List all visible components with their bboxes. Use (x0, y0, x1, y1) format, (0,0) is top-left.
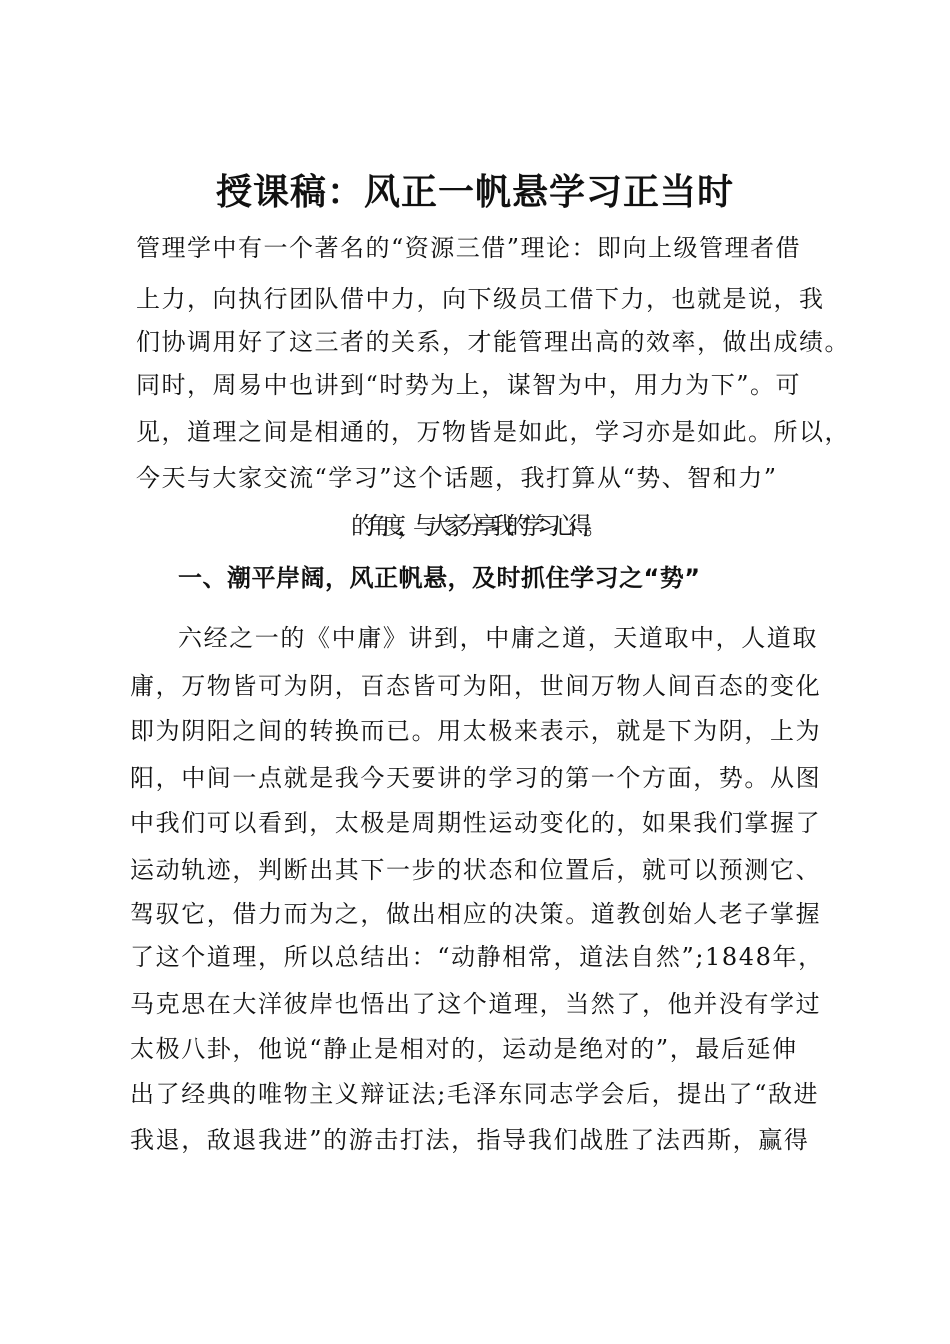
body-line-12: 我退，敌退我进”的游击打法，指导我们战胜了法西斯，赢得 (130, 1126, 810, 1154)
body-line-11: 出了经典的唯物主义辩证法;毛泽东同志学会后，提出了“敌进 (130, 1080, 820, 1108)
body-line-4: 阳，中间一点就是我今天要讲的学习的第一个方面，势。从图 (130, 764, 822, 792)
body-line-6: 运动轨迹，判断出其下一步的状态和位置后，就可以预测它、 (130, 856, 822, 884)
document-title: 授课稿：风正一帆悬学习正当时 (215, 171, 734, 213)
intro-line-3: 们协调用好了这三者的关系，才能管理出高的效率，做出成绩。 (136, 328, 850, 356)
body-line-2: 庸，万物皆可为阴，百态皆可为阳，世间万物人间百态的变化 (130, 672, 822, 700)
intro-line-7: 的角度，与大家分享我的学习心得。 (351, 512, 599, 540)
body-line-5: 中我们可以看到，太极是周期性运动变化的，如果我们掌握了 (130, 809, 822, 837)
body-line-8: 了这个道理，所以总结出：“动静相常，道法自然”;1848年， (130, 943, 824, 971)
intro-line-1: 管理学中有一个著名的“资源三借”理论：即向上级管理者借 (136, 234, 802, 262)
intro-line-2: 上力，向执行团队借中力，向下级员工借下力，也就是说，我 (136, 285, 825, 313)
body-line-10: 太极八卦，他说“静止是相对的，运动是绝对的”，最后延伸 (130, 1035, 798, 1063)
body-line-9: 马克思在大洋彼岸也悟出了这个道理，当然了，他并没有学过 (130, 990, 822, 1018)
intro-line-4: 同时，周易中也讲到“时势为上，谋智为中，用力为下”。可 (136, 371, 802, 399)
section-heading: 一、潮平岸阔，风正帆悬，及时抓住学习之“势” (178, 564, 701, 592)
intro-line-5: 见，道理之间是相通的，万物皆是如此，学习亦是如此。所以， (136, 418, 850, 446)
body-line-3: 即为阴阳之间的转换而已。用太极来表示，就是下为阴，上为 (130, 717, 822, 745)
body-line-1: 六经之一的《中庸》讲到，中庸之道，天道取中，人道取 (178, 624, 818, 652)
intro-line-6: 今天与大家交流“学习”这个话题，我打算从“势、智和力” (136, 464, 778, 492)
body-line-7: 驾驭它，借力而为之，做出相应的决策。道教创始人老子掌握 (130, 900, 822, 928)
